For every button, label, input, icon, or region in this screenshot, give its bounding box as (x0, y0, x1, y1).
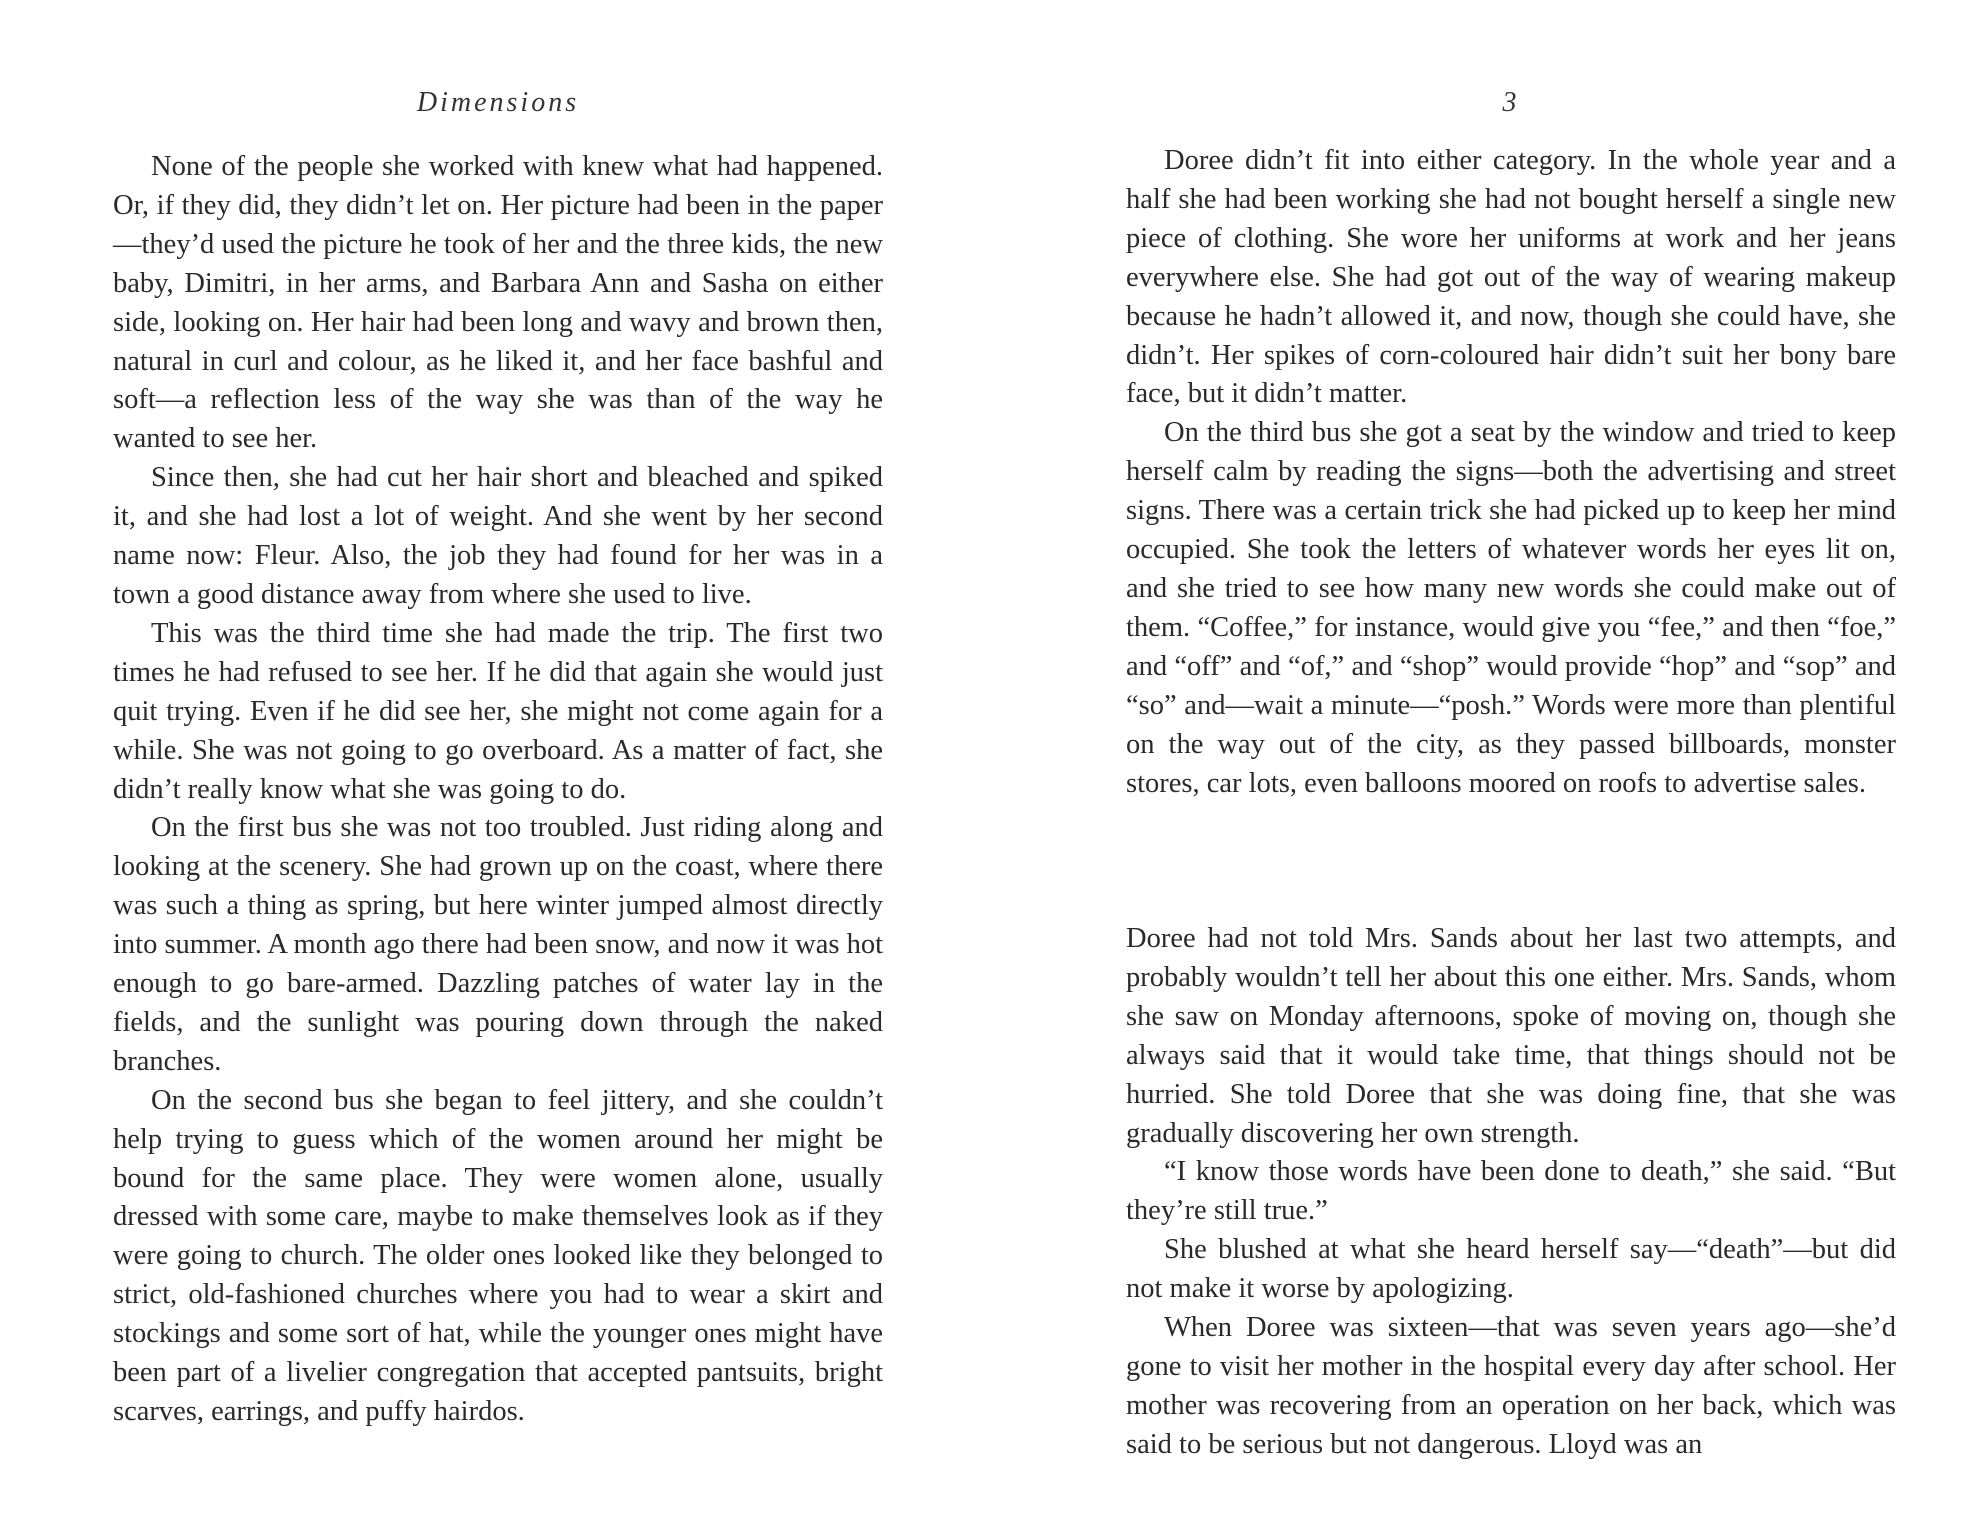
left-page (113, 0, 883, 1538)
paragraph: “I know those words have been done to death,” she said. “But they’re still true.” (1126, 1156, 1896, 1227)
paragraph: She blushed at what she heard herself say—“death”—but did not make it worse by apologizing. (1126, 1234, 1896, 1305)
running-head-title: Dimensions (416, 87, 580, 118)
paragraph: On the second bus she began to feel jittery, and she couldn’t help trying to guess which of the women around her might be bound for the same place. They were women alone, usually dressed with some care, maybe to make themselves look as if they were going to church. The older ones looked like they belonged to strict, old-fashioned churches where you had to wear a skirt and stockings and some sort of hat, while the younger ones might have been part of a livelier congregation that accepted pantsuits, bright scarves, earrings, and puffy hairdos. (113, 1084, 883, 1427)
paragraph: None of the people she worked with knew what had happened. Or, if they did, they didn’t let on. Her picture had been in the paper—they’d used the picture he took of her and the three kids, the new baby, Dimitri, in her arms, and Barbara Ann and Sasha on either side, looking on. Her hair had been long and wavy and brown then, natural in curl and colour, as he liked it, and her face bashful and soft—a reflection less of the way she was than of the way he wanted to see her. (113, 151, 883, 455)
paragraph: On the first bus she was not too troubled. Just riding along and looking at the scenery. She had grown up on the coast, where there was such a thing as spring, but here winter jumped almost directly into summer. A month ago there had been snow, and now it was hot enough to go bare-armed. Dazzling patches of water lay in the fields, and the sunlight was pouring down through the naked branches. (113, 812, 883, 1077)
paragraph: On the third bus she got a seat by the window and tried to keep herself calm by reading the signs—both the advertising and street signs. There was a certain trick she had picked up to keep her mind occupied. She took the letters of whatever words her eyes lit on, and she tried to see how many new words she could make out of them. “Coffee,” for instance, would give you “fee,” and then “foe,” and “off” and “of,” and “shop” would provide “hop” and “sop” and “so” and—wait a minute—“posh.” Words were more than plentiful on the way out of the city, as they passed billboards, monster stores, car lots, even balloons moored on roofs to advertise sales. (1126, 417, 1896, 799)
paragraph: Doree had not told Mrs. Sands about her last two attempts, and probably wouldn’t tell her about this one either. Mrs. Sands, whom she saw on Monday afternoons, spoke of moving on, though she always said that it would take time, that things should not be hurried. She told Doree that she was doing fine, that she was gradually discovering her own strength. (1126, 923, 1896, 1149)
right-page (1126, 0, 1896, 1538)
paragraph: Since then, she had cut her hair short and bleached and spiked it, and she had lost a lot of weight. And she went by her second name now: Fleur. Also, the job they had found for her was in a town a good distance away from where she used to live. (113, 462, 883, 610)
paragraph: When Doree was sixteen—that was seven years ago—she’d gone to visit her mother in the hospital every day after school. Her mother was recovering from an operation on her back, which was said to be serious but not dangerous. Lloyd was an (1126, 1312, 1896, 1460)
left-page-text (113, 148, 883, 1432)
right-page-section-one (1126, 142, 1896, 803)
page-number: 3 (1502, 87, 1520, 118)
paragraph: Doree didn’t fit into either category. In the whole year and a half she had been working she had not bought herself a single new piece of clothing. She wore her uniforms at work and her jeans everywhere else. She had got out of the way of wearing makeup because he hadn’t allowed it, and now, though she could have, she didn’t. Her spikes of corn-coloured hair didn’t suit her bony bare face, but it didn’t matter. (1126, 145, 1896, 410)
paragraph: This was the third time she had made the trip. The first two times he had refused to see her. If he did that again she would just quit trying. Even if he did see her, she might not come again for a while. She was not going to go overboard. As a matter of fact, she didn’t really know what she was going to do. (113, 617, 883, 805)
right-page-section-two (1126, 920, 1896, 1465)
